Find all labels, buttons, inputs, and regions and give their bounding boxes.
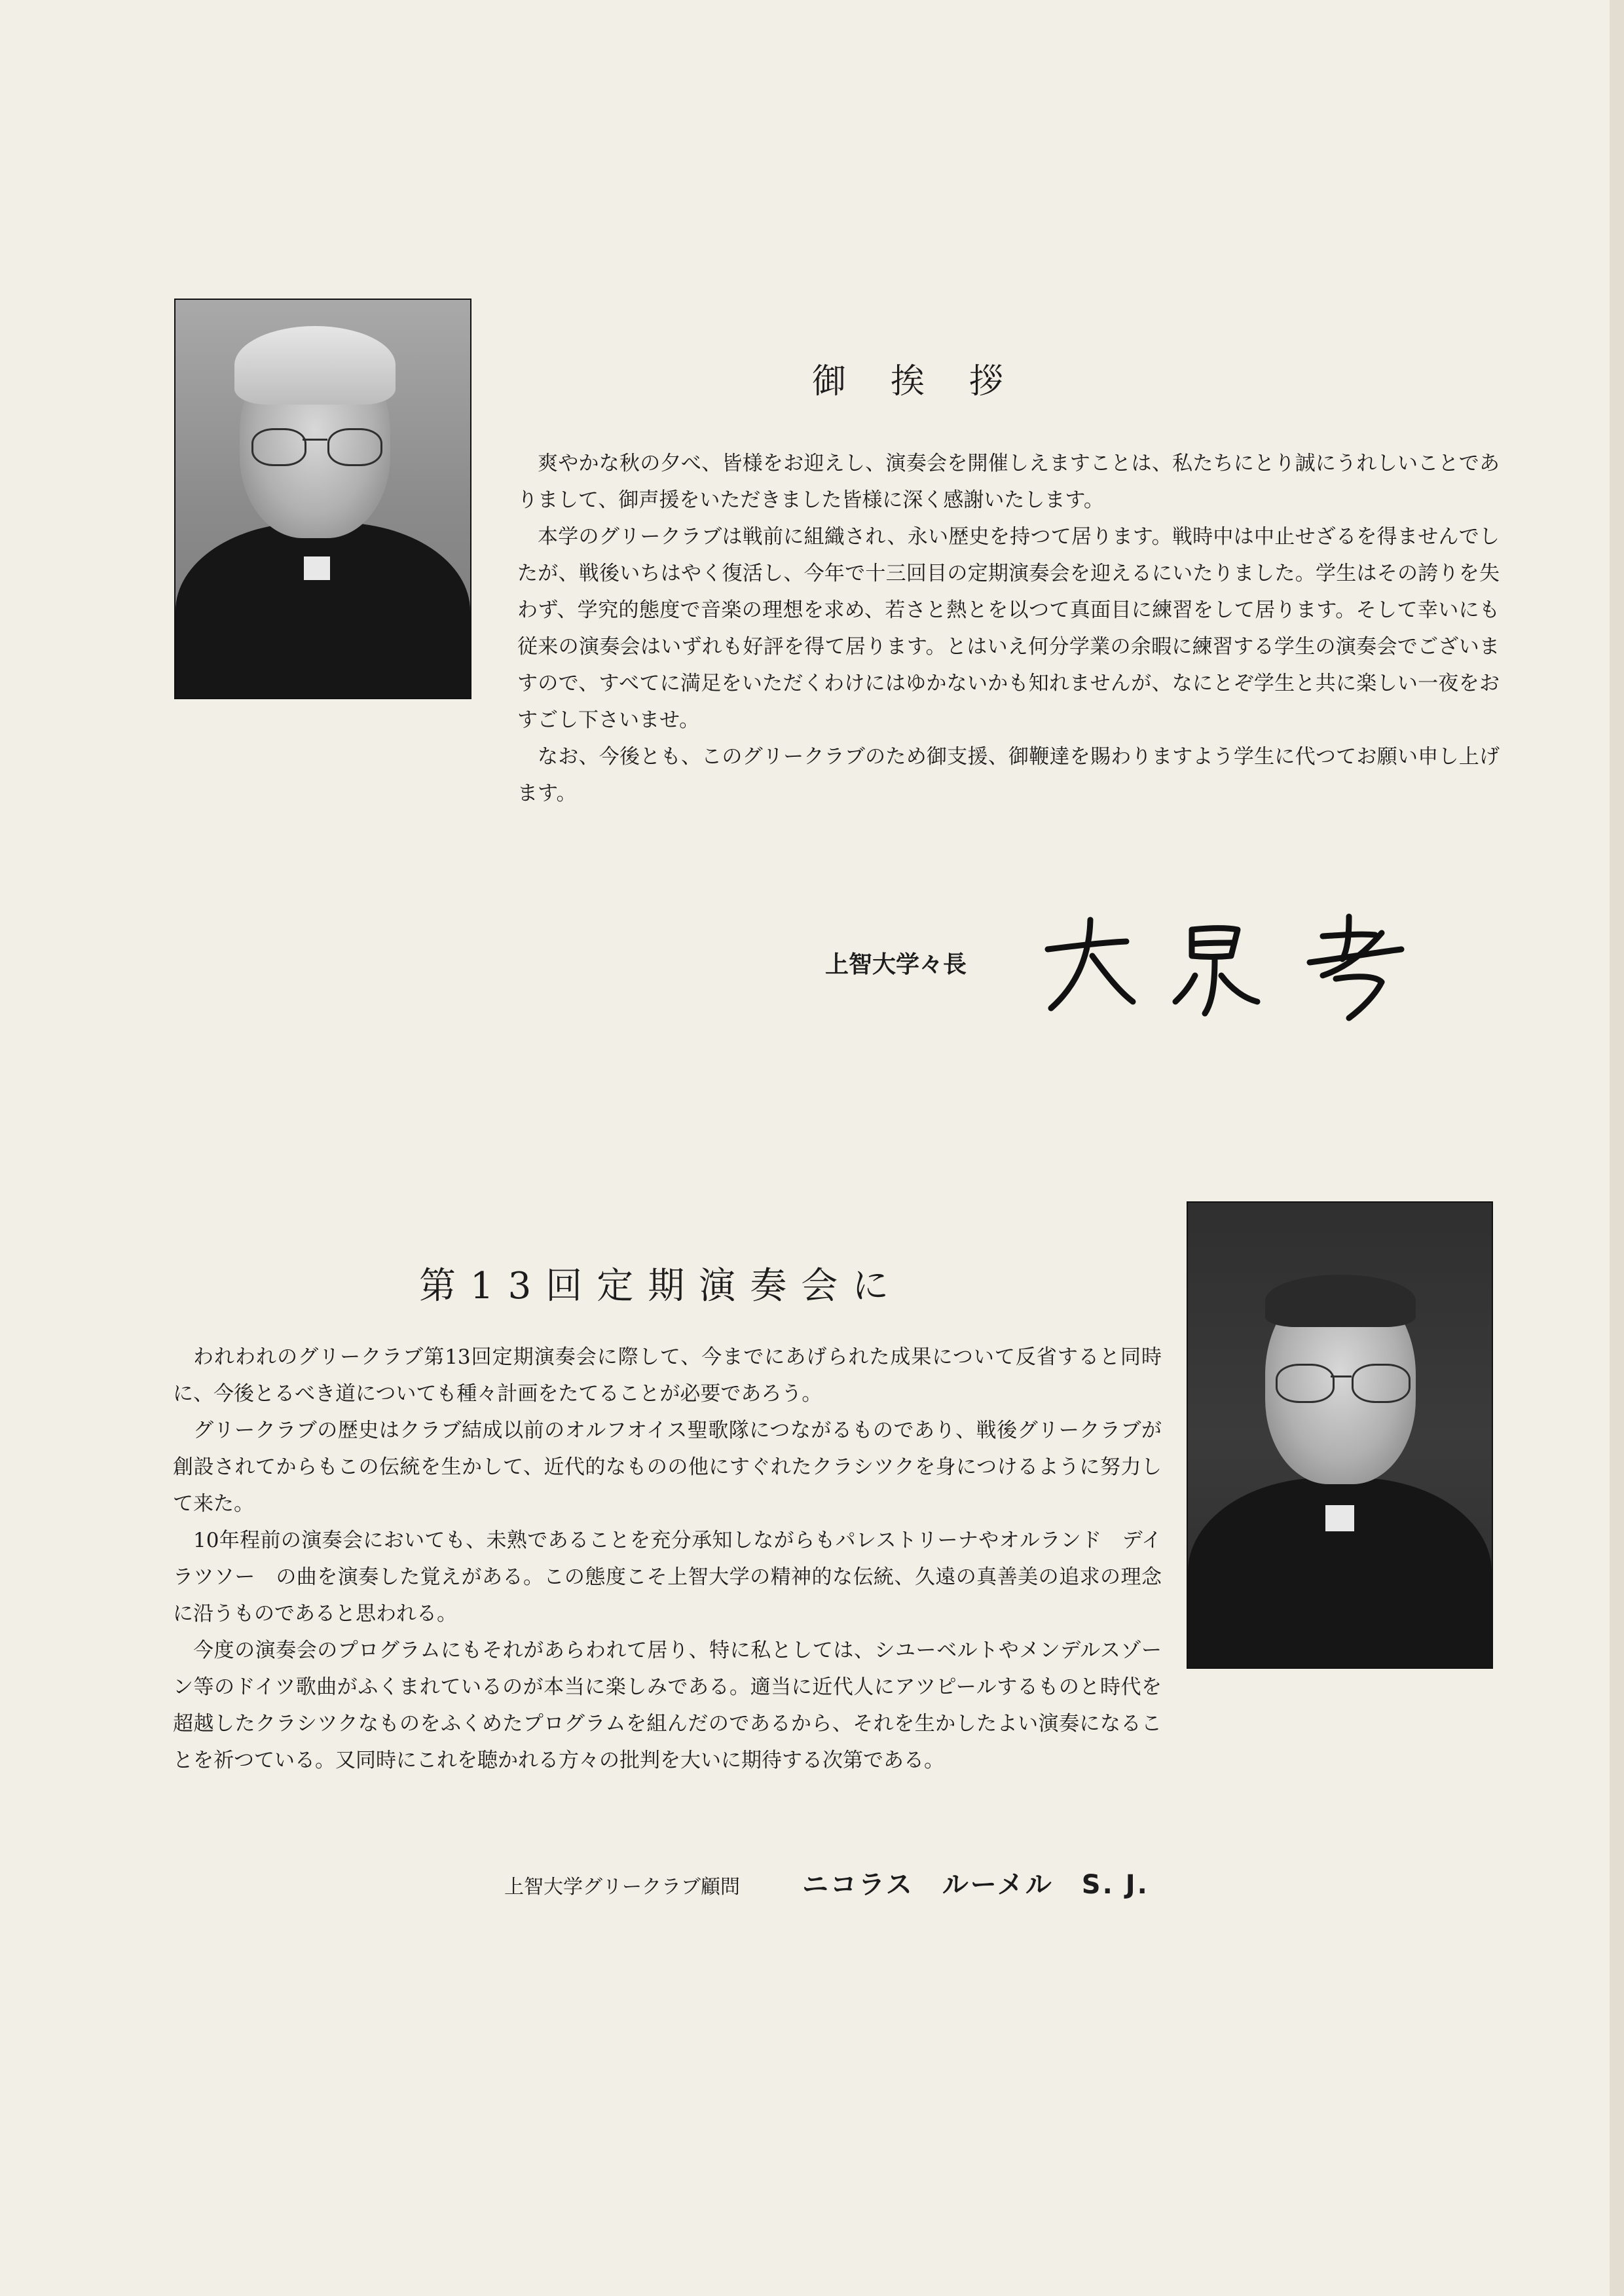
concert-message-paragraph: われわれのグリークラブ第13回定期演奏会に際して、今までにあげられた成果について反省すると同時に、今後とるべき道についても種々計画をたてることが必要であろう。 — [173, 1345, 1162, 1406]
greeting-title — [812, 354, 1179, 403]
greeting-paragraph: 爽やかな秋の夕べ、皆様をお迎えし、演奏会を開催しえますことは、私たちにとり誠にうれしいことでありまして、御声援をいただきました皆様に深く感謝いたします。 — [517, 452, 1500, 512]
page-edge — [1610, 0, 1624, 2296]
advisor-name: ニコラス ルーメル S. J. — [802, 1870, 1149, 1900]
president-title: 上智大学々長 — [825, 951, 967, 978]
concert-message-paragraph: 今度の演奏会のプログラムにもそれがあらわれて居り、特に私としては、シユーベルトやメンデルスゾーン等のドイツ歌曲がふくまれているのが本当に楽しみである。適当に近代人にアツピールするものと時代を超越したクラシツクなものをふくめたプログラムを組んだのであるから、それを生かしたよい演奏になることを祈つている。又同時にこれを聴かれる方々の批判を大いに期待する次第である。 — [173, 1639, 1162, 1772]
president-portrait-photo — [174, 299, 471, 699]
concert-message-body — [173, 1339, 1182, 1779]
greeting-title-char: 御 — [812, 362, 852, 401]
president-handwritten-signature — [1035, 910, 1428, 1021]
greeting-paragraph: なお、今後とも、このグリークラブのため御支援、御鞭達を賜わりますよう学生に代つてお願い申し上げます。 — [517, 745, 1500, 805]
concert-message-title: 第13回定期演奏会に — [419, 1265, 904, 1307]
greeting-paragraph: 本学のグリークラブは戦前に組織され、永い歴史を持つて居ります。戦時中は中止せざるを得ませんでしたが、戦後いちはやく復活し、今年で十三回目の定期演奏会を迎えるにいたりました。学生はその誇りを失わず、学究的態度で音楽の理想を求め、若さと熱とを以つて真面目に練習をして居ります。そして幸いにも従来の演奏会はいずれも好評を得て居ります。とはいえ何分学業の余暇に練習する学生の演奏会でございますので、すべてに満足をいただくわけにはゆかないかも知れませんが、なにとぞ学生と共に楽しい一夜をおすごし下さいませ。 — [517, 525, 1500, 732]
advisor-title: 上智大学グリークラブ顧問 — [504, 1876, 740, 1899]
concert-message-paragraph: 10年程前の演奏会においても、未熟であることを充分承知しながらもパレストリーナやオルランド デイ ラツソー の曲を演奏した覚えがある。この態度こそ上智大学の精神的な伝統、久遠の真善美の追求の理念に沿うものであると思われる。 — [173, 1529, 1182, 1626]
greeting-title-char: 挨 — [891, 362, 931, 401]
concert-message-paragraph: グリークラブの歴史はクラブ結成以前のオルフオイス聖歌隊につながるものであり、戦後グリークラブが創設されてからもこの伝統を生かして、近代的なものの他にすぐれたクラシツクを身につけるように努力して来た。 — [173, 1419, 1162, 1516]
advisor-portrait-photo — [1187, 1201, 1493, 1669]
greeting-title-char: 拶 — [969, 362, 1009, 401]
greeting-body — [517, 445, 1500, 812]
